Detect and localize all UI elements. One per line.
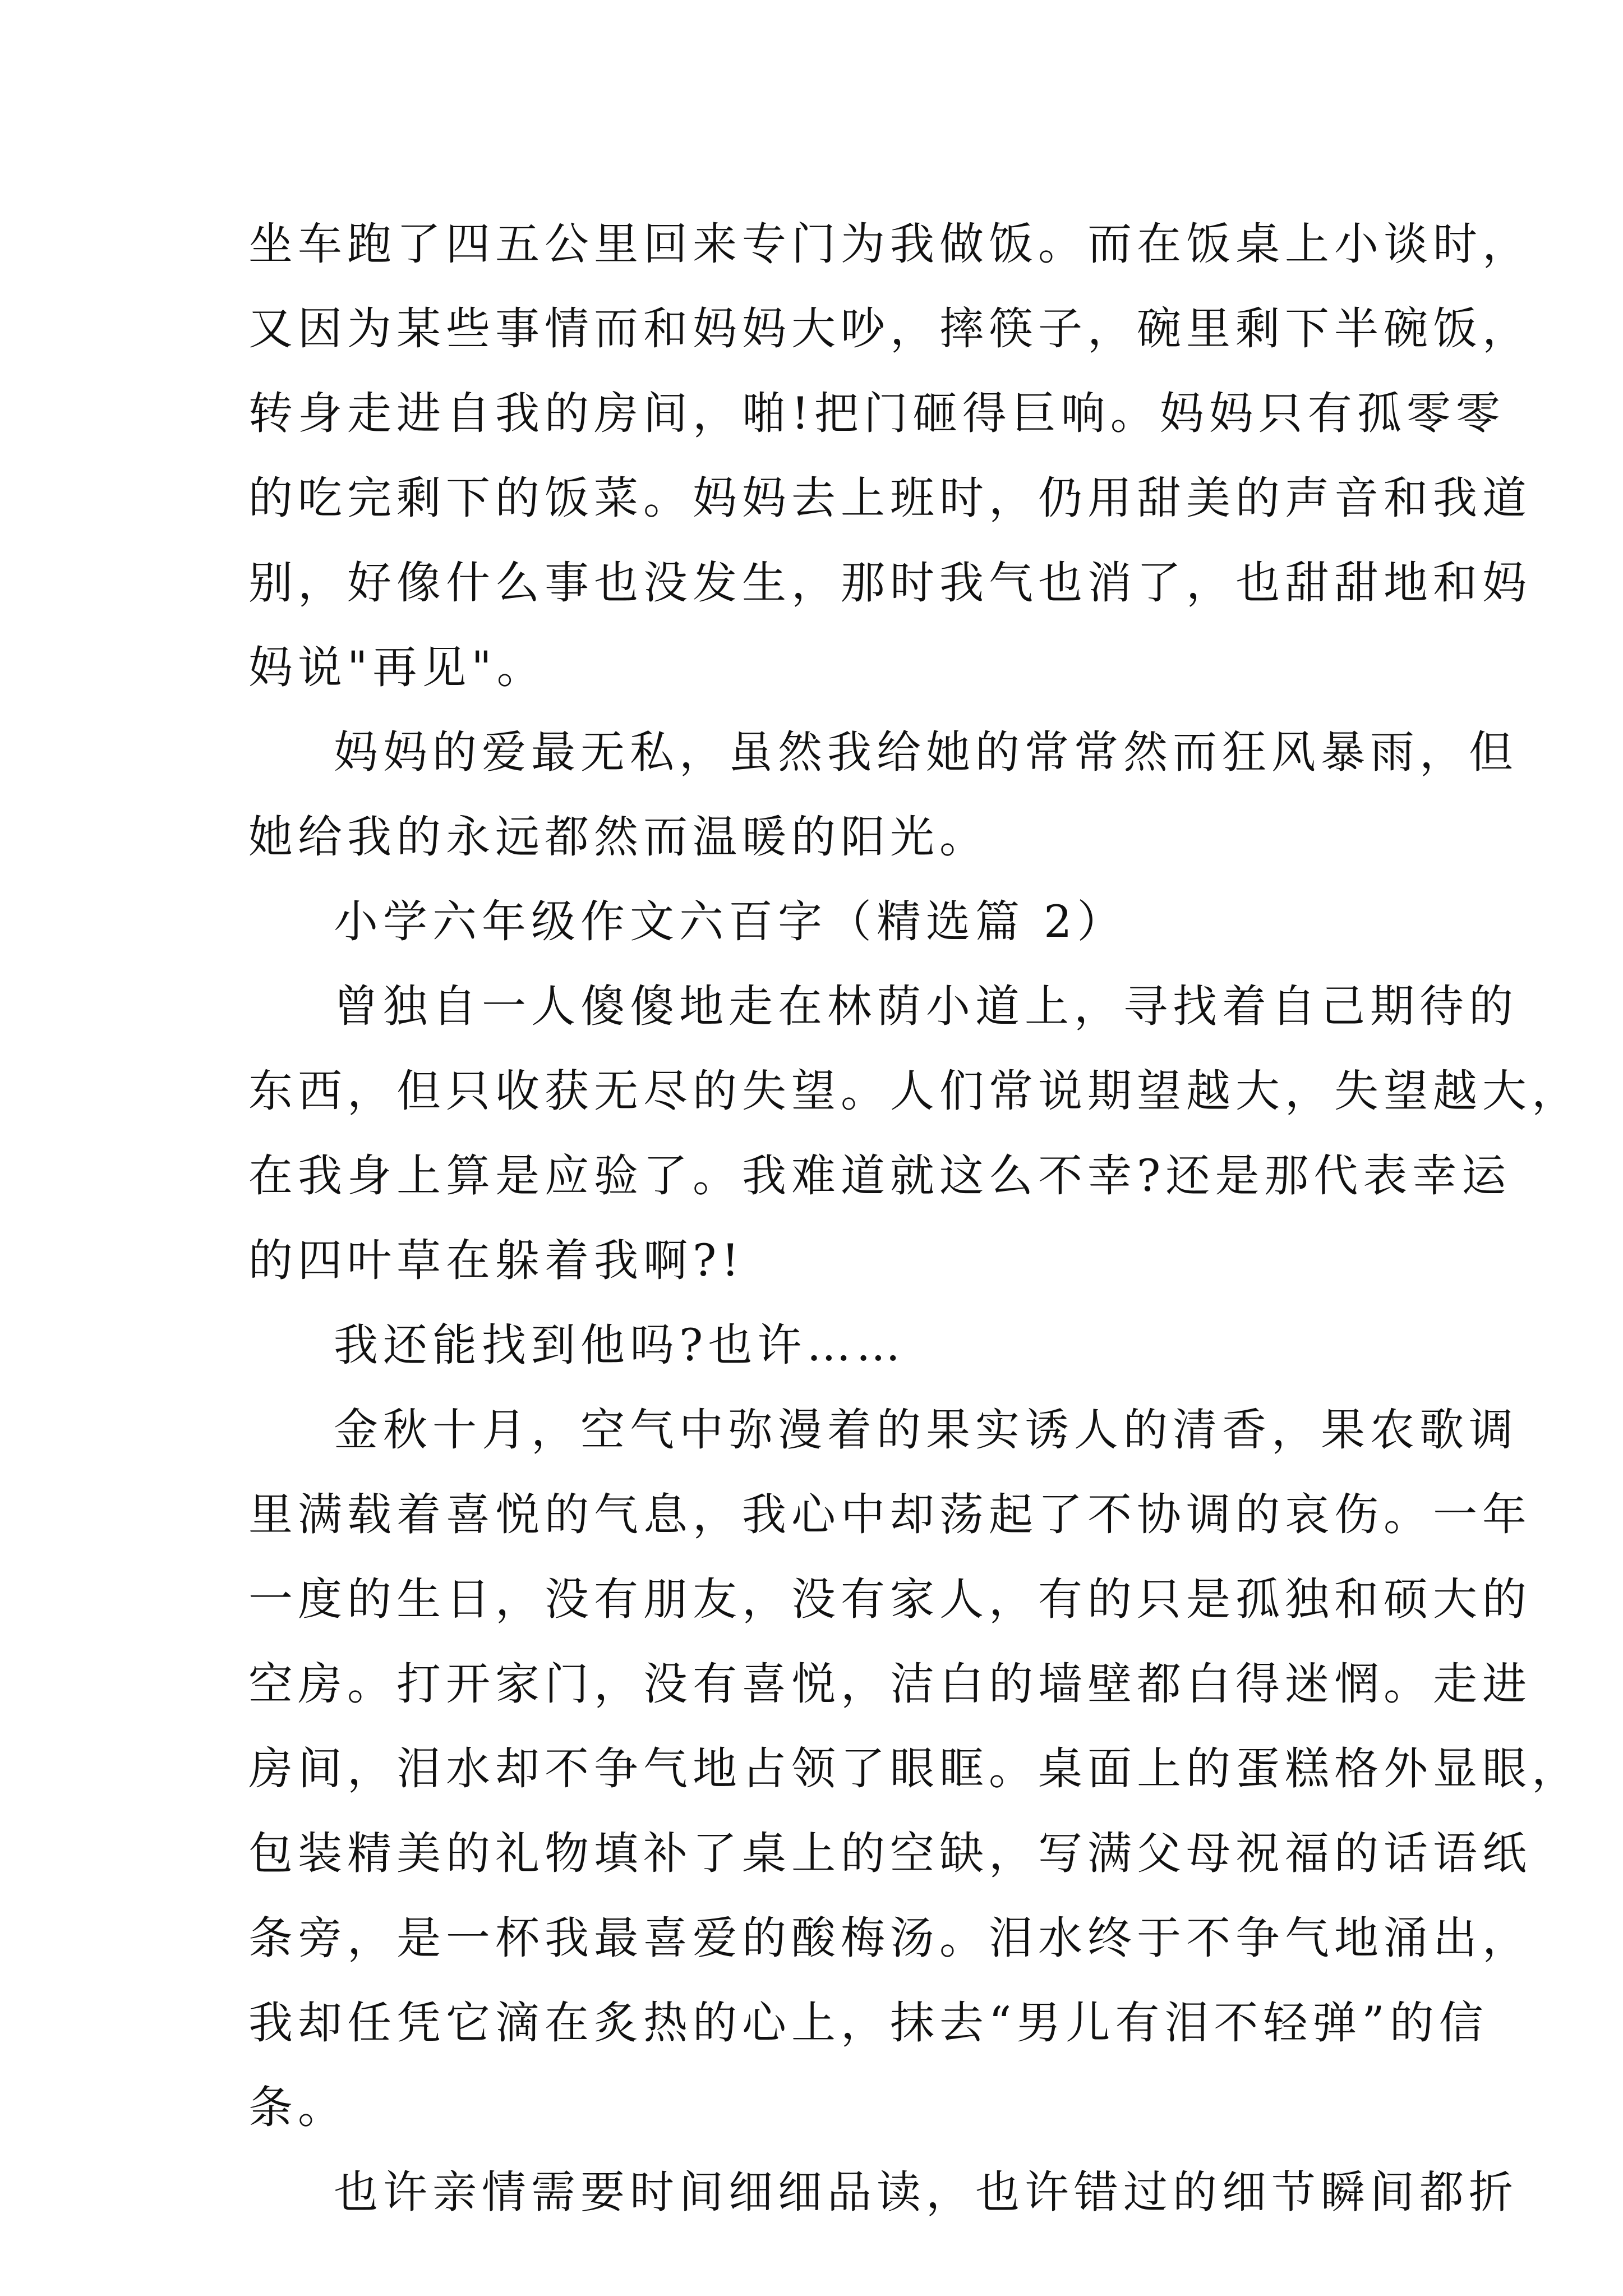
text-line: 也许亲情需要时间细细品读，也许错过的细节瞬间都折: [334, 2166, 1518, 2218]
text-line: 条旁，是一杯我最喜爱的酸梅汤。泪水终于不争气地涌出，: [248, 1912, 1532, 1964]
text-line: 坐车跑了四五公里回来专门为我做饭。而在饭桌上小谈时，: [248, 218, 1532, 270]
text-line: 在我身上算是应验了。我难道就这么不幸?还是那代表幸运: [248, 1150, 1511, 1202]
text-line: 条。: [248, 2082, 347, 2133]
text-line: 一度的生日，没有朋友，没有家人，有的只是孤独和硕大的: [248, 1573, 1532, 1625]
text-line: 我还能找到他吗?也许……: [334, 1319, 906, 1371]
text-line: 妈说"再见"。: [248, 642, 546, 693]
text-line: 的吃完剩下的饭菜。妈妈去上班时，仍用甜美的声音和我道: [248, 472, 1532, 524]
text-line: 她给我的永远都然而温暖的阳光。: [248, 811, 989, 863]
text-line: 东西，但只收获无尽的失望。人们常说期望越大，失望越大，: [248, 1065, 1581, 1117]
text-line: 别，好像什么事也没发生，那时我气也消了，也甜甜地和妈: [248, 557, 1532, 609]
text-line: 金秋十月，空气中弥漫着的果实诱人的清香，果农歌调: [334, 1404, 1518, 1456]
text-line: 妈妈的爱最无私，虽然我给她的常常然而狂风暴雨，但: [334, 726, 1518, 778]
text-line: 房间，泪水却不争气地占领了眼眶。桌面上的蛋糕格外显眼，: [248, 1743, 1581, 1795]
text-line: 我却任凭它滴在炙热的心上，抹去“男儿有泪不轻弹”的信: [248, 1997, 1488, 2049]
text-line: 包装精美的礼物填补了桌上的空缺，写满父母祝福的话语纸: [248, 1828, 1532, 1879]
text-line: 里满载着喜悦的气息，我心中却荡起了不协调的哀伤。一年: [248, 1489, 1532, 1540]
document-body: [248, 202, 1581, 2235]
text-line: 转身走进自我的房间，啪!把门砸得巨响。妈妈只有孤零零: [248, 388, 1505, 439]
text-line: 的四叶草在躲着我啊?!: [248, 1235, 745, 1286]
text-line: 又因为某些事情而和妈妈大吵，摔筷子，碗里剩下半碗饭，: [248, 303, 1532, 355]
text-line: 曾独自一人傻傻地走在林荫小道上，寻找着自己期待的: [334, 981, 1518, 1032]
text-line: 小学六年级作文六百字（精选篇 2）: [334, 896, 1127, 947]
text-line: 空房。打开家门，没有喜悦，洁白的墙壁都白得迷惘。走进: [248, 1658, 1532, 1710]
